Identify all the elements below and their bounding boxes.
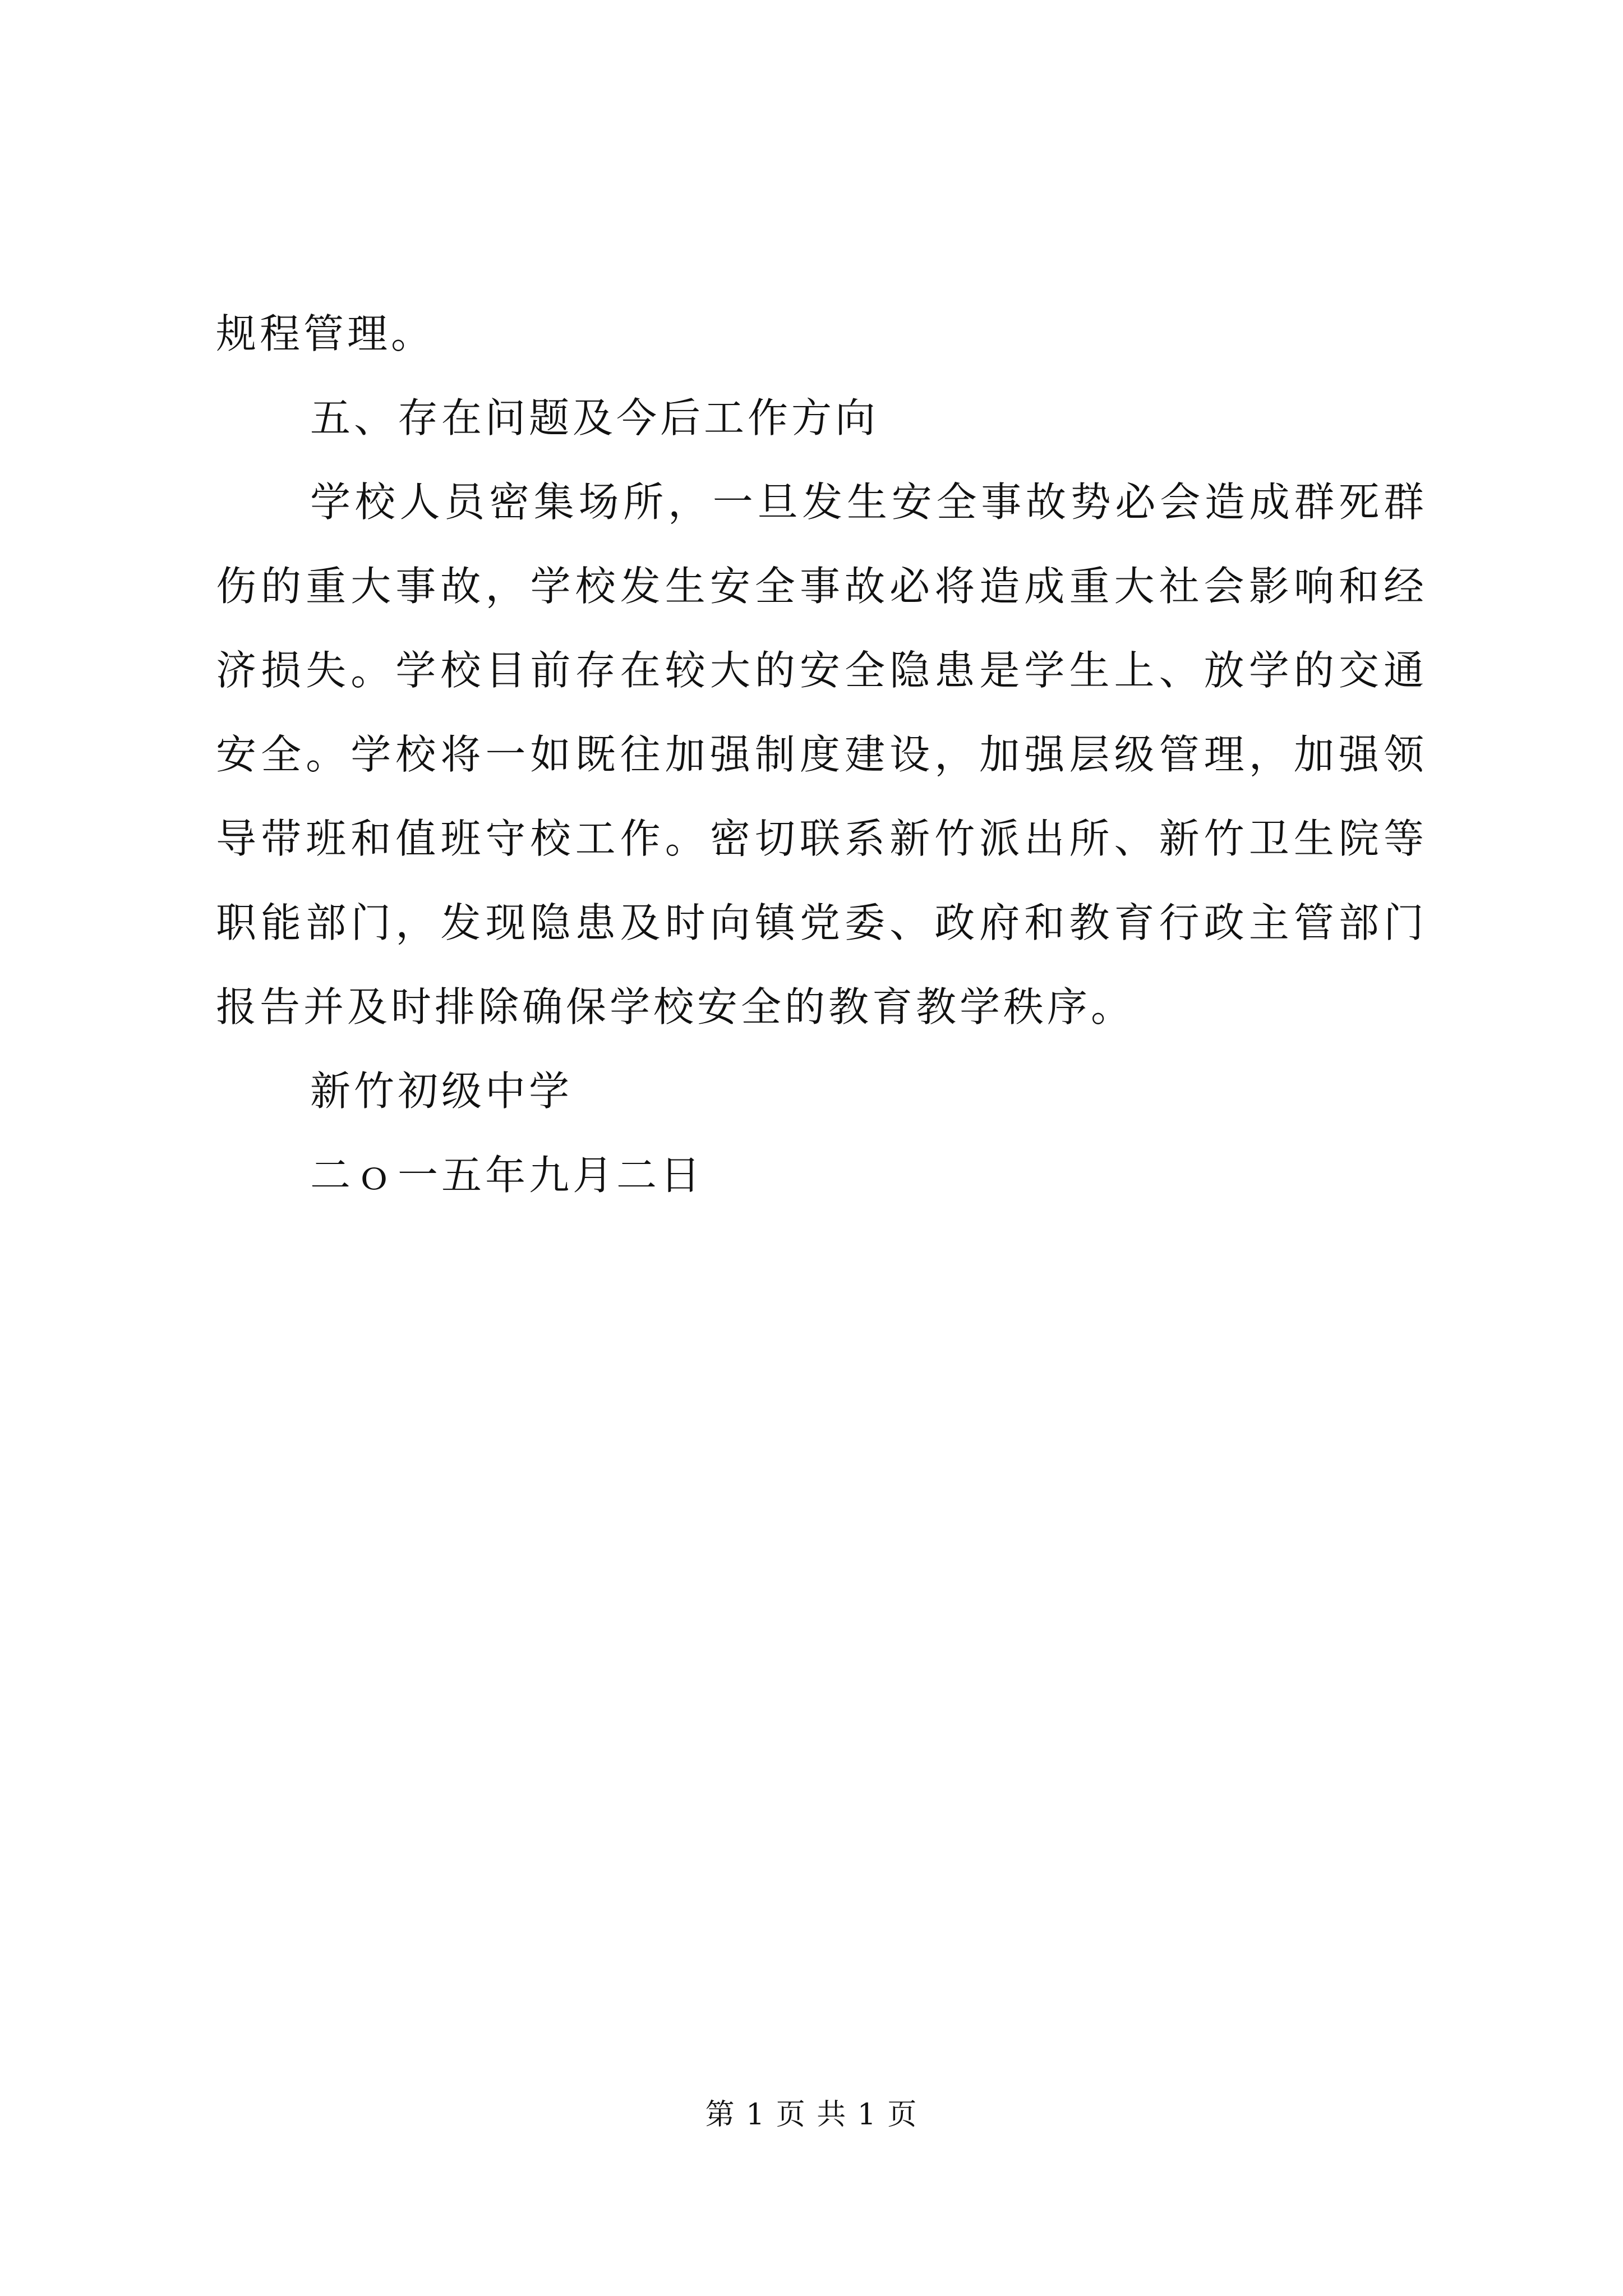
document-body: [216, 292, 1427, 1217]
page-number-footer: 第 1 页 共 1 页: [705, 2098, 918, 2132]
section-heading: 五、存在问题及今后工作方向: [310, 394, 879, 441]
paragraph-continuation: 规程管理。: [216, 310, 435, 357]
signature-date: 二ｏ一五年九月二日: [310, 1152, 704, 1199]
signature-organization: 新竹初级中学: [310, 1068, 573, 1115]
paragraph-body: 学校人员密集场所，一旦发生安全事故势必会造成群死群伤的重大事故，学校发生安全事故必将造成重大社会影响和经济损失。学校目前存在较大的安全隐患是学生上、放学的交通安全。学校将一如既往加强制度建设，加强层级管理，加强领导带班和值班守校工作。密切联系新竹派出所、新竹卫生院等职能部门，发现隐患及时向镇党委、政府和教育行政主管部门报告并及时排除确保学校安全的教育教学秩序。: [216, 478, 1427, 1030]
